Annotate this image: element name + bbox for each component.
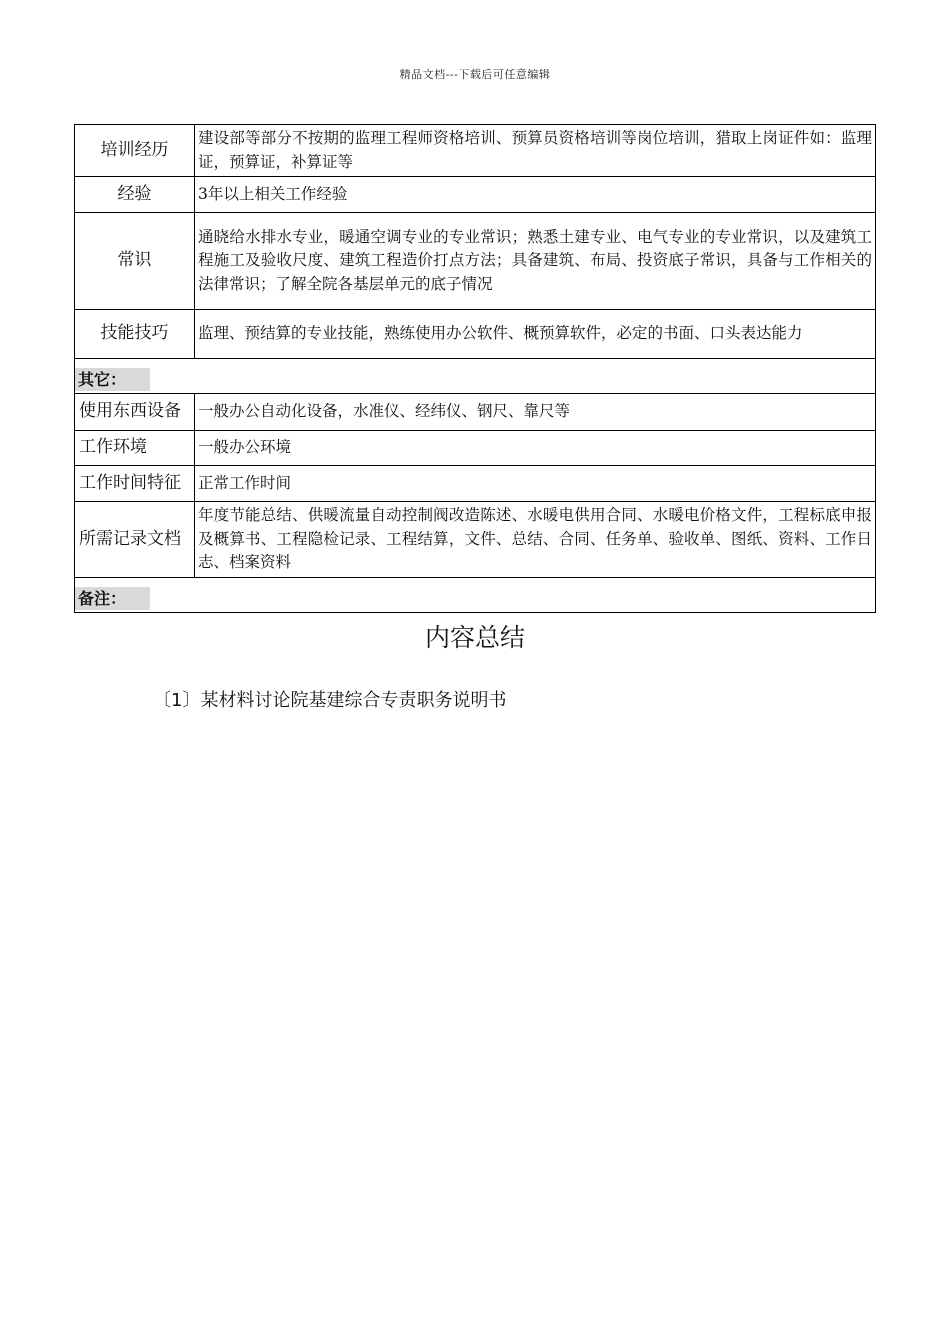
section-label-notes: 备注： <box>75 587 150 610</box>
table-row <box>75 213 876 310</box>
section-row-other <box>75 359 876 394</box>
table-row <box>75 310 876 359</box>
row-label-skills: 技能技巧 <box>75 310 195 359</box>
page-header-note: 精品文档---下载后可任意编辑 <box>399 68 551 81</box>
table-row <box>75 177 876 213</box>
row-value-work-time: 正常工作时间 <box>195 466 876 502</box>
row-label-training: 培训经历 <box>75 125 195 177</box>
row-value-documents: 年度节能总结、供暖流量自动控制阀改造陈述、水暖电供用合同、水暖电价格文件，工程标底申报及概算书、工程隐检记录、工程结算，文件、总结、合同、任务单、验收单、图纸、资料、工作日志、档案资料 <box>195 502 876 578</box>
row-value-experience: 3年以上相关工作经验 <box>195 177 876 213</box>
section-row-notes <box>75 577 876 612</box>
row-value-environment: 一般办公环境 <box>195 431 876 466</box>
row-value-skills: 监理、预结算的专业技能，熟练使用办公软件、概预算软件，必定的书面、口头表达能力 <box>195 310 876 359</box>
job-description-table <box>74 124 876 613</box>
row-label-environment: 工作环境 <box>75 431 195 466</box>
row-label-knowledge: 常识 <box>75 213 195 310</box>
table-row <box>75 466 876 502</box>
summary-title: 内容总结 <box>424 623 525 652</box>
row-label-work-time: 工作时间特征 <box>75 466 195 502</box>
row-value-knowledge: 通晓给水排水专业，暖通空调专业的专业常识；熟悉土建专业、电气专业的专业常识，以及建筑工程施工及验收尺度、建筑工程造价打点方法；具备建筑、布局、投资底子常识，具备与工作相关的法律常识；了解全院各基层单元的底子情况 <box>195 213 876 310</box>
row-label-experience: 经验 <box>75 177 195 213</box>
table-row <box>75 125 876 177</box>
row-label-documents: 所需记录文档 <box>75 502 195 578</box>
row-value-tools: 一般办公自动化设备，水准仪、经纬仪、钢尺、靠尺等 <box>195 394 876 431</box>
section-label-other: 其它： <box>75 368 150 391</box>
row-label-tools: 使用东西设备 <box>75 394 195 431</box>
table-row <box>75 394 876 431</box>
summary-item: 〔1〕某材料讨论院基建综合专责职务说明书 <box>153 690 507 711</box>
table-row <box>75 502 876 578</box>
row-value-training: 建设部等部分不按期的监理工程师资格培训、预算员资格培训等岗位培训，猎取上岗证件如：监理证，预算证，补算证等 <box>195 125 876 177</box>
table-row <box>75 431 876 466</box>
